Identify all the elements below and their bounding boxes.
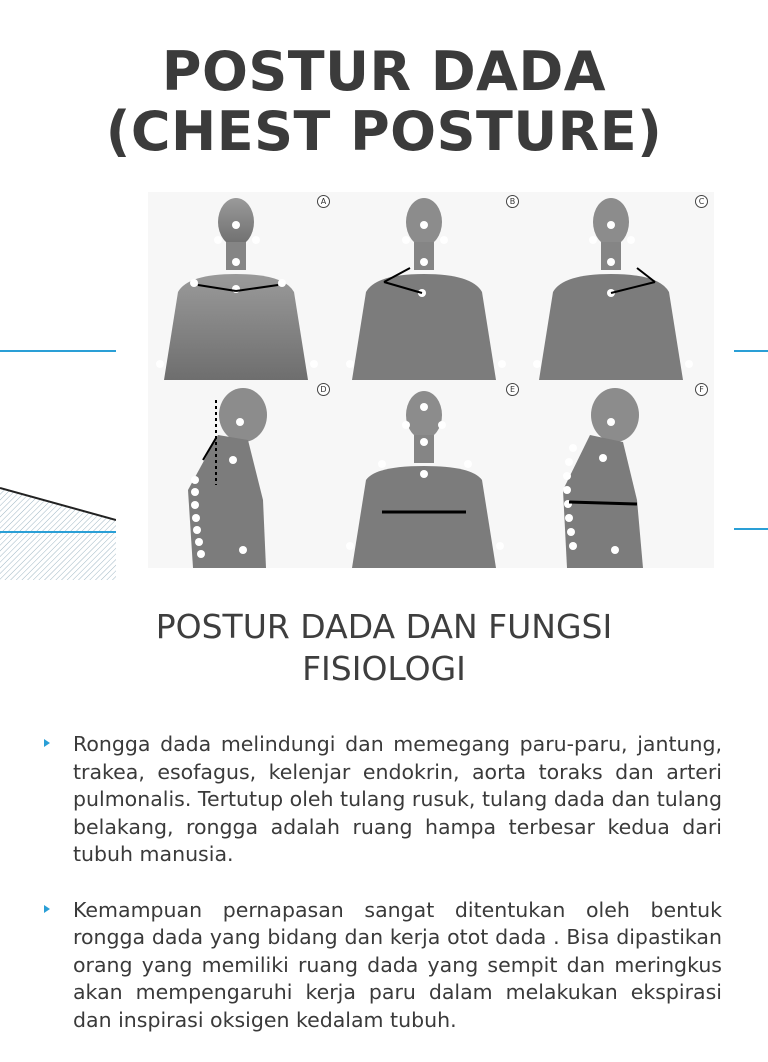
- bullet-arrow-icon: [44, 905, 50, 913]
- section-heading-line2: FISIOLOGI: [302, 649, 466, 688]
- section-heading-line1: POSTUR DADA DAN FUNGSI: [155, 607, 613, 646]
- torso-side-illustration: [525, 380, 714, 568]
- right-decoration: [734, 330, 768, 540]
- panel-letter: A: [317, 195, 330, 208]
- chest-posture-figure: [148, 192, 714, 568]
- panel-letter: E: [506, 383, 519, 396]
- torso-side-illustration: [148, 380, 336, 568]
- torso-front-illustration: [336, 380, 525, 568]
- figure-panel-f: [525, 380, 714, 568]
- bullet-item: [44, 897, 722, 1035]
- torso-front-illustration: [336, 192, 525, 380]
- slide-title-line1: POSTUR DADA: [161, 40, 607, 103]
- slide-title: [0, 42, 768, 162]
- bullet-list: [44, 731, 722, 1062]
- figure-panel-b: [336, 192, 525, 380]
- panel-letter: B: [506, 195, 519, 208]
- bullet-item: [44, 731, 722, 869]
- figure-panel-c: [525, 192, 714, 380]
- bullet-text: Rongga dada melindungi dan memegang paru-paru, jantung, trakea, esofagus, kelenjar endokrin, aorta toraks dan arteri pulmonalis. Tertutup oleh tulang rusuk, tulang dada dan tulang belakang, rongga adalah ruang hampa terbesar kedua dari tubuh manusia.: [73, 732, 722, 866]
- slide-title-line2: (CHEST POSTURE): [105, 100, 663, 163]
- panel-letter: D: [317, 383, 330, 396]
- torso-front-illustration: [525, 192, 714, 380]
- figure-panel-a: [148, 192, 336, 380]
- torso-front-illustration: [148, 192, 336, 380]
- bullet-arrow-icon: [44, 739, 50, 747]
- bullet-text: Kemampuan pernapasan sangat ditentukan oleh bentuk rongga dada yang bidang dan kerja otot dada . Bisa dipastikan orang yang memiliki ruang dada yang sempit dan meringkus akan mempengaruhi kerja paru dalam melakukan ekspirasi dan inspirasi oksigen kedalam tubuh.: [73, 897, 722, 1032]
- panel-letter: C: [695, 195, 708, 208]
- panel-letter: F: [695, 383, 708, 396]
- left-decoration: [0, 330, 116, 580]
- figure-panel-d: [148, 380, 336, 568]
- section-heading: [0, 606, 768, 690]
- figure-panel-e: [336, 380, 525, 568]
